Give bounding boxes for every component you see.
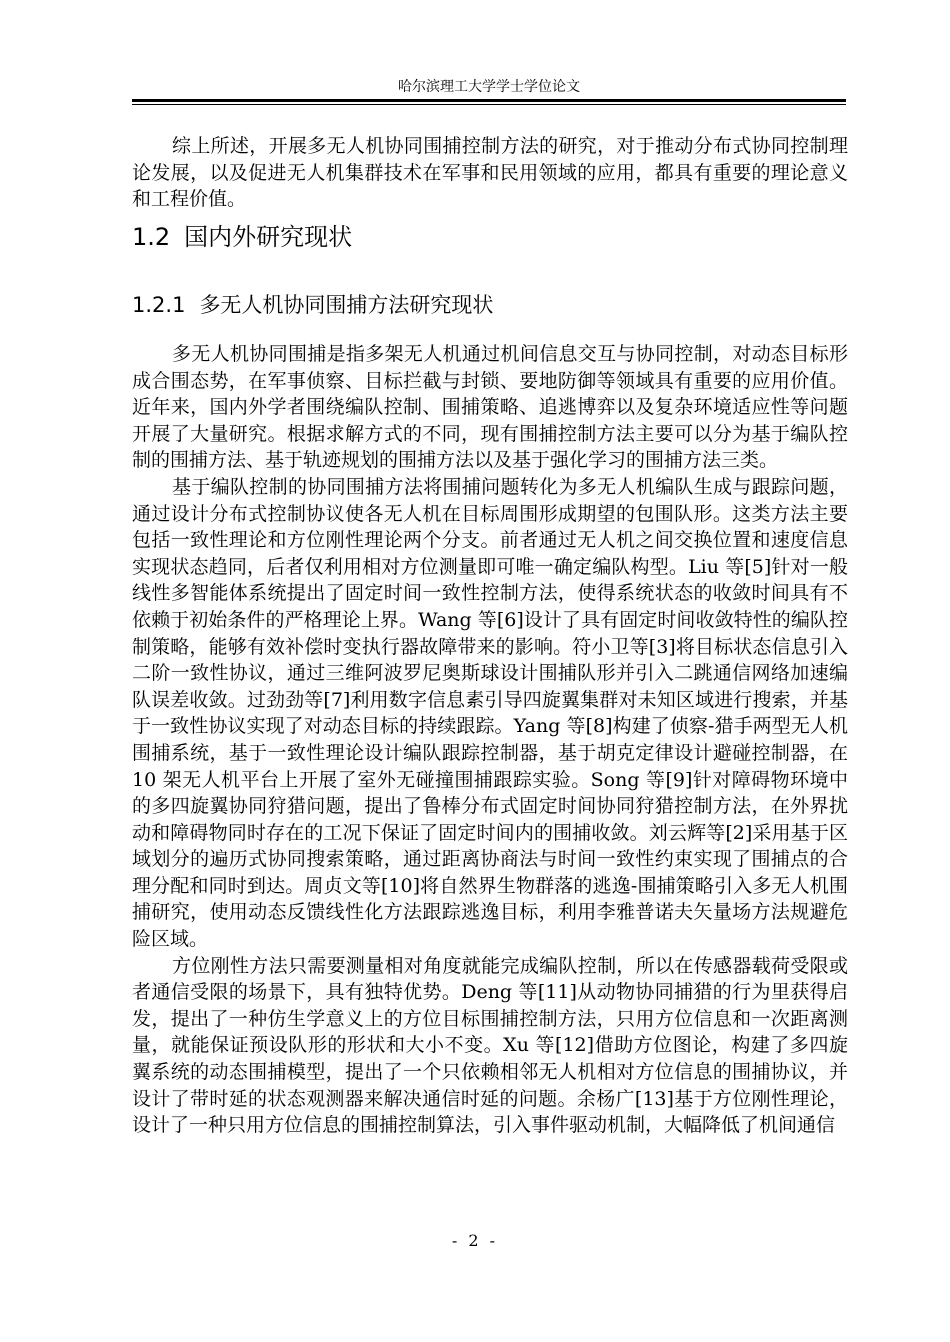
section-title: 国内外研究现状 bbox=[184, 223, 353, 251]
section-number: 1.2 bbox=[132, 223, 171, 251]
subsection-title: 多无人机协同围捕方法研究现状 bbox=[199, 293, 494, 317]
section-heading bbox=[132, 222, 352, 252]
subsection-heading bbox=[132, 291, 493, 319]
running-header: 哈尔滨理工大学学士学位论文 bbox=[398, 79, 580, 95]
header-rule-thick bbox=[132, 99, 846, 102]
body-section bbox=[132, 341, 848, 1139]
subsection-number: 1.2.1 bbox=[132, 293, 186, 317]
paragraph-bearing-rigidity: 方位刚性方法只需要测量相对角度就能完成编队控制，所以在传感器载荷受限或者通信受限的场景下，具有独特优势。Deng 等[11]从动物协同捕猎的行为里获得启发，提出了一种仿生学意义上的方位目标围捕控制方法，只用方位信息和一次距离测量，就能保证预设队形的形状和大小不变。Xu 等[12]借助方位图论，构建了多四旋翼系统的动态围捕模型，提出了一个只依赖相邻无人机相对方位信息的围捕协议，并设计了带时延的状态观测器来解决通信时延的问题。余杨广[13]基于方位刚性理论，设计了一种只用方位信息的围捕控制算法，引入事件驱动机制，大幅降低了机间通信 bbox=[132, 954, 848, 1137]
paragraph-formation-control: 基于编队控制的协同围捕方法将围捕问题转化为多无人机编队生成与跟踪问题，通过设计分布式控制协议使各无人机在目标周围形成期望的包围队形。这类方法主要包括一致性理论和方位刚性理论两个分支。前者通过无人机之间交换位置和速度信息实现状态趋同，后者仅利用相对方位测量即可唯一确定编队构型。Liu 等[5]针对一般线性多智能体系统提出了固定时间一致性控制方法，使得系统状态的收敛时间具有不依赖于初始条件的严格理论上界。Wang 等[6]设计了具有固定时间收敛特性的编队控制策略，能够有效补偿时变执行器故障带来的影响。符小卫等[3]将目标状态信息引入二阶一致性协议，通过三维阿波罗尼奥斯球设计围捕队形并引入二跳通信网络加速编队误差收敛。过劲劲等[7]利用数字信息素引导四旋翼集群对未知区域进行搜索，并基于一致性协议实现了对动态目标的持续跟踪。Yang 等[8]构建了侦察-猎手两型无人机围捕系统，基于一致性理论设计编队跟踪控制器，基于胡克定律设计避碰控制器，在 10 架无人机平台上开展了室外无碰撞围捕跟踪实验。Song 等[9]针对障碍物环境中的多四旋翼协同狩猎问题，提出了鲁棒分布式固定时间协同狩猎控制方法，在外界扰动和障碍物同时存在的工况下保证了固定时间内的围捕收敛。刘云辉等[2]采用基于区域划分的遍历式协同搜索策略，通过距离协商法与时间一致性约束实现了围捕点的合理分配和同时到达。周贞文等[10]将自然界生物群落的逃逸-围捕策略引入多无人机围捕研究，使用动态反馈线性化方法跟踪逃逸目标，利用李雅普诺夫矢量场方法规避危险区域。 bbox=[132, 475, 848, 951]
paragraph-overview: 多无人机协同围捕是指多架无人机通过机间信息交互与协同控制，对动态目标形成合围态势，在军事侦察、目标拦截与封锁、要地防御等领域具有重要的应用价值。近年来，国内外学者围绕编队控制、围捕策略、追逃博弈以及复杂环境适应性等问题开展了大量研究。根据求解方式的不同，现有围捕控制方法主要可以分为基于编队控制的围捕方法、基于轨迹规划的围捕方法以及基于强化学习的围捕方法三类。 bbox=[132, 343, 848, 472]
paragraph-conclusion: 综上所述，开展多无人机协同围捕控制方法的研究，对于推动分布式协同控制理论发展，以及促进无人机集群技术在军事和民用领域的应用，都具有重要的理论意义和工程价值。 bbox=[132, 135, 848, 211]
header-rule-thin bbox=[132, 104, 846, 105]
page-number: - 2 - bbox=[451, 1231, 499, 1250]
